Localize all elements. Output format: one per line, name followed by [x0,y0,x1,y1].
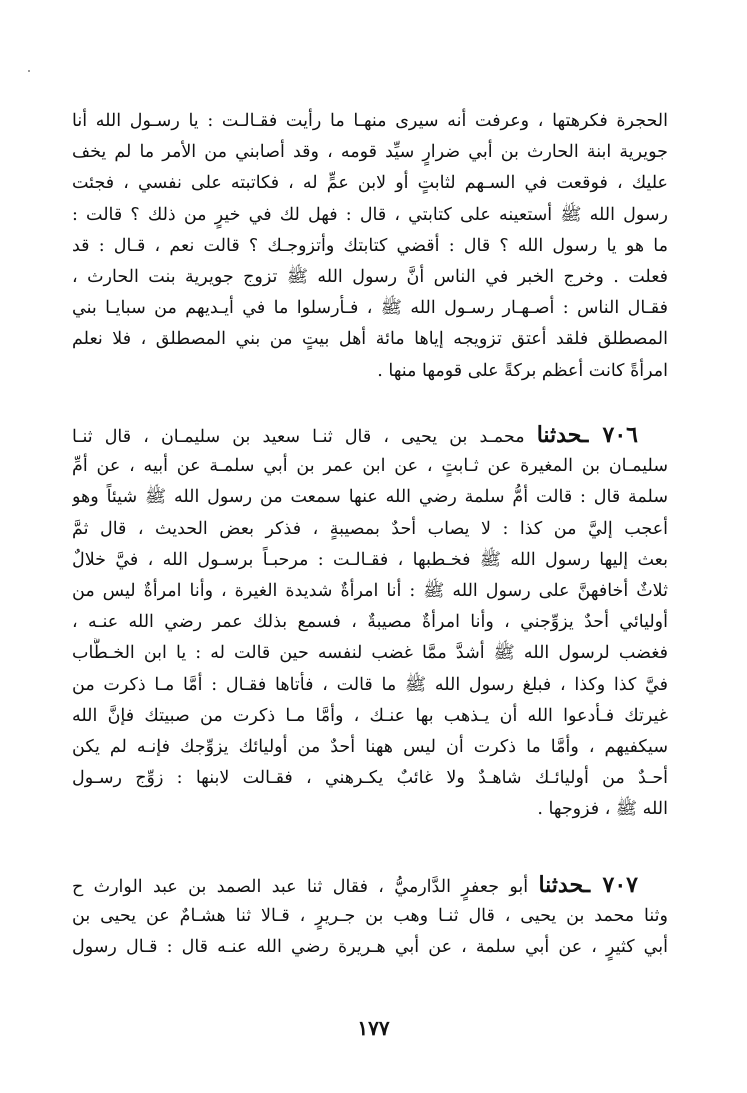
text-line: جويرية ابنة الحارث بن أبي ضرارٍ سيِّد قومه ، وقد أصابني من الأمر ما لم يخف [72,142,668,163]
hadith-first-line [72,870,668,901]
text-line: بعث إليها رسول الله ﷺ فخـطبها ، فقـالـت : مرحبـاً برسـول الله ، فيَّ خلالٌ [72,549,668,570]
text-line: أبي كثيرٍ ، عن أبي سلمة ، عن أبي هـريرة رضي الله عنـه قال : قـال رسول [72,937,668,958]
text-line: سيكفيهم ، وأمَّا ما ذكرت أن ليس ههنا أحدٌ من أوليائك يزوِّجك فإنـه لم يكن [72,736,668,757]
hadith-number: ٧٠٧ ـ [583,872,638,898]
hadith-first-line-text: محمـد بن يحيى ، قال ثنـا سعيد بن سليمـان ، قال ثنـا [72,427,525,447]
hadith-first-line-text: أبو جعفرٍ الدَّارميُّ ، فقال ثنا عبد الصمد بن عبد الوارث ح [72,877,529,897]
paragraph-jawayriya-story [72,106,668,387]
text-line: أحـدٌ من أوليائـك شاهـدٌ ولا غائبٌ يكـرهني ، فقـالت لابنها : زوِّج رسـول [72,768,668,789]
text-line: أعجب إليَّ من كذا : لا يصاب أحدٌ بمصيبةٍ ، فذكر بعض الحديث ، قال ثمَّ [72,518,668,539]
scan-speck [28,70,30,72]
text-line: وثنا محمد بن يحيى ، قال ثنـا وهب بن جـريرٍ ، قـالا ثنا هشـامٌ عن يحيى بن [72,906,668,927]
text-line: أوليائي أحدٌ يزوِّجني ، وأنا امرأةٌ مصيبةٌ ، فسمع بذلك عمر رضي الله عنـه ، [72,612,668,633]
text-line: فقـال الناس : أصـهـار رسـول الله ﷺ ، فـأرسلوا ما في أيـديهم من سبايـا بني [72,298,668,319]
text-line: الحجرة فكرهتها ، وعرفت أنه سيرى منهـا ما رأيت فقـالـت : يا رسـول الله أنا [72,111,668,131]
text-line: فغضب لرسول الله ﷺ أشدَّ ممَّا غضب لنفسه حين قالت له : يا ابن الخـطَّاب [72,643,668,664]
text-line: فيَّ كذا وكذا ، فبلغ رسول الله ﷺ ما قالت ، فأتاها فقـال : أمَّا مـا ذكرت من [72,674,668,695]
hadith-706 [72,420,668,825]
text-line: امرأةً كانت أعظم بركةً على قومها منها . [377,360,668,381]
text-line: رسول الله ﷺ أستعينه على كتابتي ، قال : فهل لك في خيرٍ من ذلك ؟ قالت : [72,204,668,225]
text-line: غيرتك فـأدعوا الله أن يـذهب بها عنـك ، وأمَّا مـا ذكرت من صبيتك فإنَّ الله [72,705,668,726]
hadith-label: حدثنا [538,872,584,898]
hadith-label: حدثنا [536,422,582,448]
hadith-first-line [72,420,668,451]
text-line: سليمـان بن المغيرة عن ثـابتٍ ، عن ابن عمر بن أبي سلمـة عن أبيه ، عن أمِّ [72,456,668,477]
page-number: ١٧٧ [357,1016,390,1040]
text-line: ثلاثٌ أخافهنَّ على رسول الله ﷺ : أنا امرأةٌ شديدة الغيرة ، وأنا امرأةٌ ليس من [72,580,668,601]
text-line: الله ﷺ ، فزوجها . [537,799,668,820]
text-line: ما هو يا رسول الله ؟ قال : أقضي كتابتك وأتزوجـك ؟ قالت نعم ، قـال : قد [72,235,668,256]
text-line: عليك ، فوقعت في السـهم لثابتٍ أو لابن عمٍّ له ، فكاتبته على نفسي ، فجئت [72,173,668,194]
text-line: فعلت . وخرج الخبر في الناس أنَّ رسول الله ﷺ تزوج جويرية بنت الحارث ، [72,266,668,287]
hadith-number: ٧٠٦ ـ [581,422,638,448]
text-line: سلمة قال : قالت أمُّ سلمة رضي الله عنها سمعت من رسول الله ﷺ شيئاً وهو [72,487,668,508]
text-line: المصطلق فلقد أعتق تزويجه إياها مائة أهل بيتٍ من بني المصطلق ، فلا نعلم [72,329,668,350]
hadith-707 [72,870,668,964]
